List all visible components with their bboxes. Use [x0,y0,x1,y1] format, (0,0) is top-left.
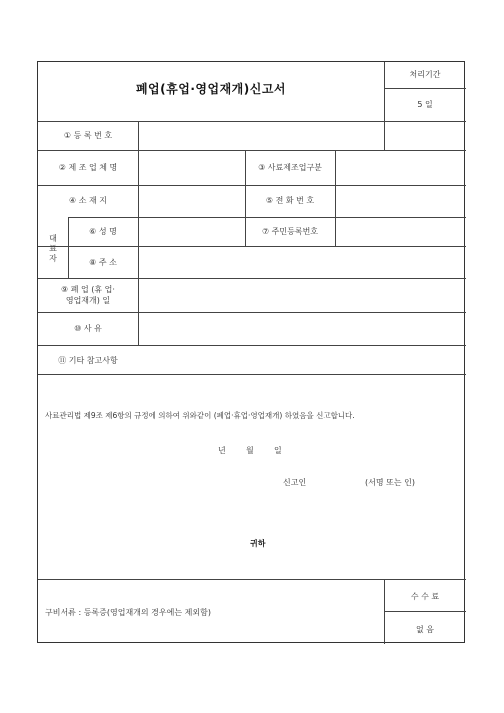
processing-period-label: 처리기간 [409,70,441,79]
fee-label: 수 수 료 [410,592,440,601]
reason-label: ⑩ 사 유 [74,324,102,333]
category-label: ③ 사료제조업구분 [258,163,322,172]
form-title: 폐업(휴업·영업재개)신고서 [135,82,287,96]
rep-name-field[interactable] [139,218,245,246]
representative-label: 대 표 자 [49,234,57,263]
rep-address-label: ⑧ 주 소 [89,258,117,267]
addressee-label: 귀하 [250,539,266,548]
applicant-label: 신고인 [283,478,307,487]
reg-number-field[interactable] [139,122,465,150]
address-label: ④ 소 재 지 [69,196,107,205]
date-day-label: 일 [274,446,282,455]
closure-date-label-line2: 영업재개) 일 [65,296,111,305]
report-form [37,61,465,643]
phone-label: ⑤ 전 화 번 호 [265,196,315,205]
date-month-label: 월 [246,446,254,455]
category-field[interactable] [336,151,465,185]
rep-ssn-field[interactable] [336,218,465,246]
phone-field[interactable] [336,186,465,217]
reason-field[interactable] [139,313,465,345]
reg-number-label: ① 등 록 번 호 [63,131,113,140]
rep-ssn-label: ⑦ 주민등록번호 [261,227,319,236]
rep-address-field[interactable] [139,247,465,278]
closure-date-label-line1: ⑨ 폐 업 (휴 업· [61,285,115,294]
required-documents: 구비서류 : 등록증(영업재개의 경우에는 제외함) [45,608,211,617]
company-name-label: ② 제 조 업 체 명 [58,163,118,172]
company-name-field[interactable] [139,151,245,185]
signature-label: (서명 또는 인) [365,478,415,487]
fee-value: 없 음 [416,625,434,634]
processing-period-value: 5 일 [417,100,433,109]
notes-field[interactable] [139,346,465,374]
closure-date-field[interactable] [139,279,465,312]
declaration-text: 사료관리법 제9조 제6항의 규정에 의하여 위와같이 (폐업·휴업·영업재개) 하였음을 신고합니다. [45,411,355,420]
notes-label: ⑪ 기타 참고사항 [58,356,118,365]
address-field[interactable] [139,186,245,217]
date-year-label: 년 [218,446,226,455]
rep-name-label: ⑥ 성 명 [89,227,117,236]
